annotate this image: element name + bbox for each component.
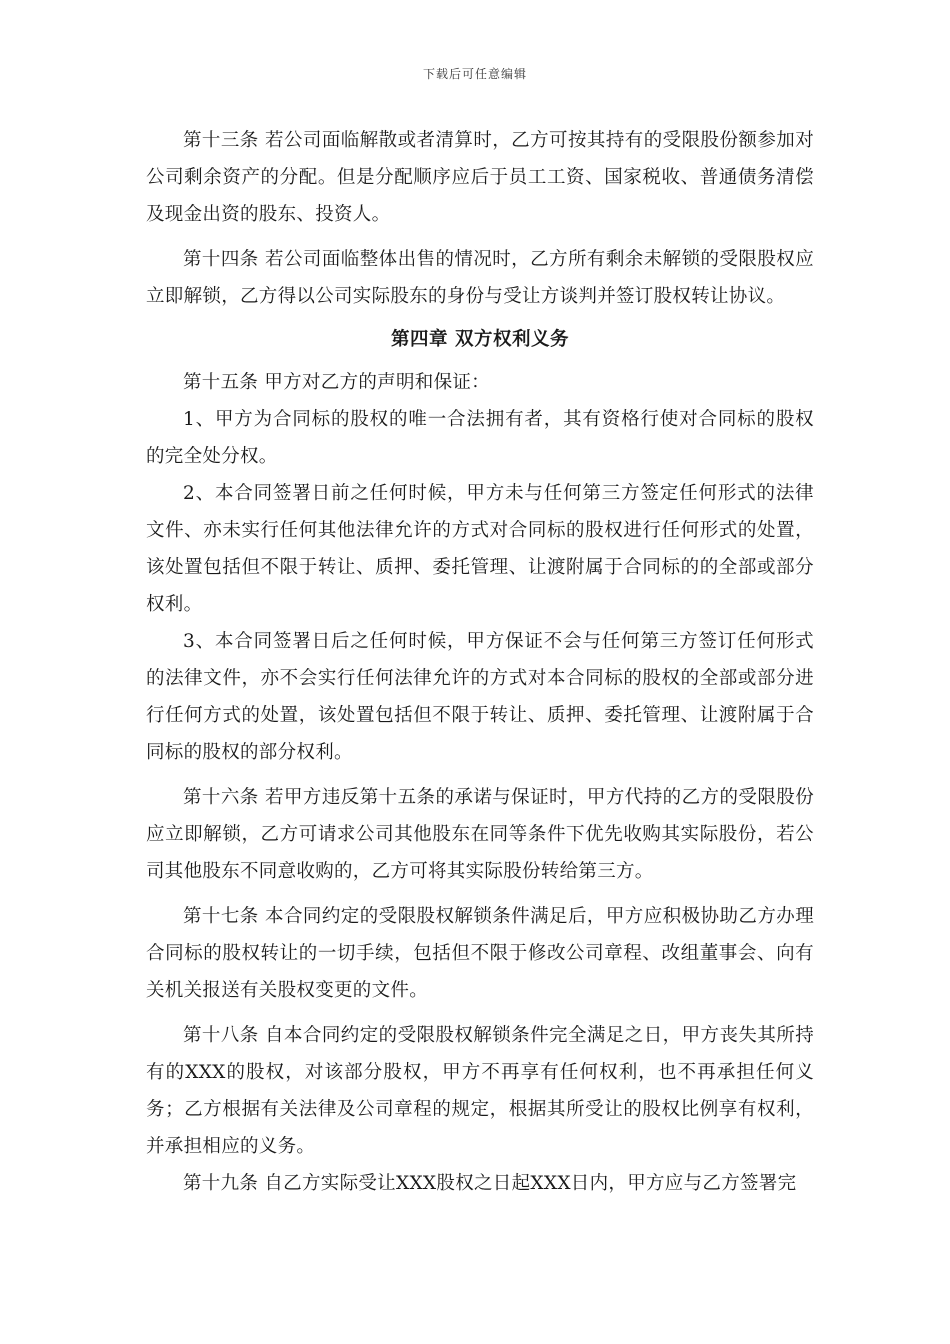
article-17: 第十七条 本合同约定的受限股权解锁条件满足后，甲方应积极协助乙方办理合同标的股权转让的一切手续，包括但不限于修改公司章程、改组董事会、向有关机关报送有关股权变更的文件。 — [146, 906, 814, 1001]
article-16: 第十六条 若甲方违反第十五条的承诺与保证时，甲方代持的乙方的受限股份应立即解锁，乙方可请求公司其他股东在同等条件下优先收购其实际股份，若公司其他股东不同意收购的，乙方可将其实际股份转给第三方。 — [146, 787, 814, 882]
article-14: 第十四条 若公司面临整体出售的情况时，乙方所有剩余未解锁的受限股权应立即解锁，乙方得以公司实际股东的身份与受让方谈判并签订股权转让协议。 — [146, 249, 814, 307]
article-15: 第十五条 甲方对乙方的声明和保证： — [183, 372, 490, 393]
article-15-item-3: 3、本合同签署日后之任何时候，甲方保证不会与任何第三方签订任何形式的法律文件，亦不会实行任何法律允许的方式对本合同标的股权的全部或部分进行任何方式的处置，该处置包括但不限于转让、质押、委托管理、让渡附属于合同标的股权的部分权利。 — [146, 631, 814, 763]
article-13: 第十三条 若公司面临解散或者清算时，乙方可按其持有的受限股份额参加对公司剩余资产的分配。但是分配顺序应后于员工工资、国家税收、普通债务清偿及现金出资的股东、投资人。 — [146, 130, 814, 225]
article-19: 第十九条 自乙方实际受让XXX股权之日起XXX日内，甲方应与乙方签署完 — [183, 1173, 797, 1194]
article-18: 第十八条 自本合同约定的受限股权解锁条件完全满足之日，甲方丧失其所持有的XXX的股权，对该部分股权，甲方不再享有任何权利，也不再承担任何义务；乙方根据有关法律及公司章程的规定，根据其所受让的股权比例享有权利，并承担相应的义务。 — [146, 1025, 814, 1157]
document-body — [146, 122, 814, 1202]
article-15-item-1: 1、甲方为合同标的股权的唯一合法拥有者，其有资格行使对合同标的股权的完全处分权。 — [146, 409, 814, 467]
header-note: 下载后可任意编辑 — [422, 67, 527, 81]
chapter-title: 第四章 双方权利义务 — [391, 329, 569, 350]
article-15-item-2: 2、本合同签署日前之任何时候，甲方未与任何第三方签定任何形式的法律文件、亦未实行任何其他法律允许的方式对合同标的股权进行任何形式的处置，该处置包括但不限于转让、质押、委托管理、让渡附属于合同标的的全部或部分权利。 — [146, 483, 814, 615]
